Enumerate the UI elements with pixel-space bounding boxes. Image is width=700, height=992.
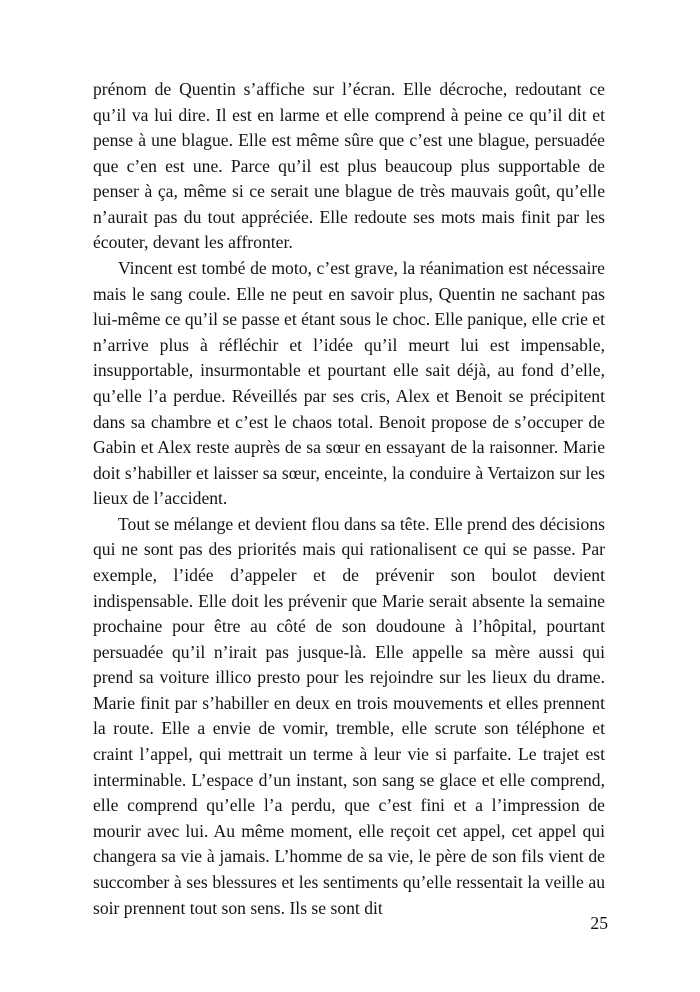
paragraph-accident-news: Vincent est tombé de moto, c’est grave, la réanimation est nécessaire mais le sang coule. Elle ne peut en savoir plus, Quentin ne sachant pas lui-même ce qu’il se passe et étant sous le choc. Elle panique, elle crie et n’arrive plus à réfléchir et l’idée qu’il meurt lui est impensable, insupportable, insurmontable et pourtant elle sait déjà, au fond d’elle, qu’elle l’a perdue. Réveillés par ses cris, Alex et Benoit se précipitent dans sa chambre et c’est le chaos total. Benoit propose de s’occuper de Gabin et Alex reste auprès de sa sœur en essayant de la raisonner. Marie doit s’habiller et laisser sa sœur, enceinte, la conduire à Vertaizon sur les lieux de l’accident.	[93, 258, 605, 509]
page-number: 25	[590, 913, 608, 933]
paragraph-continued: prénom de Quentin s’affiche sur l’écran. Elle décroche, redoutant ce qu’il va lui dire. Il est en larme et elle comprend à peine ce qu’il dit et pense à une blague. Elle est même sûre que c’est une blague, persuadée que c’en est une. Parce qu’il est plus beaucoup plus supportable de penser à ça, même si ce serait une blague de très mauvais goût, qu’elle n’aurait pas du tout appréciée. Elle redoute ses mots mais finit par les écouter, devant les affronter.	[93, 79, 605, 253]
paragraph-journey: Tout se mélange et devient flou dans sa tête. Elle prend des décisions qui ne sont pas des priorités mais qui rationalisent ce qui se passe. Par exemple, l’idée d’appeler et de prévenir son boulot devient indispensable. Elle doit les prévenir que Marie serait absente la semaine prochaine pour être au côté de son doudoune à l’hôpital, pourtant persuadée qu’il n’irait pas jusque-là. Elle appelle sa mère aussi qui prend sa voiture illico presto pour les rejoindre sur les lieux du drame. Marie finit par s’habiller en deux en trois mouvements et elles prennent la route. Elle a envie de vomir, tremble, elle scrute son téléphone et craint l’appel, qui mettrait un terme à leur vie si parfaite. Le trajet est interminable. L’espace d’un instant, son sang se glace et elle comprend, elle comprend qu’elle l’a perdu, que c’est fini et a l’impression de mourir avec lui. Au même moment, elle reçoit cet appel, cet appel qui changera sa vie à jamais. L’homme de sa vie, le père de son fils vient de succomber à ses blessures et les sentiments qu’elle ressentait la veille au soir prennent tout son sens. Ils se sont dit	[93, 513, 605, 918]
body-text	[93, 77, 605, 921]
